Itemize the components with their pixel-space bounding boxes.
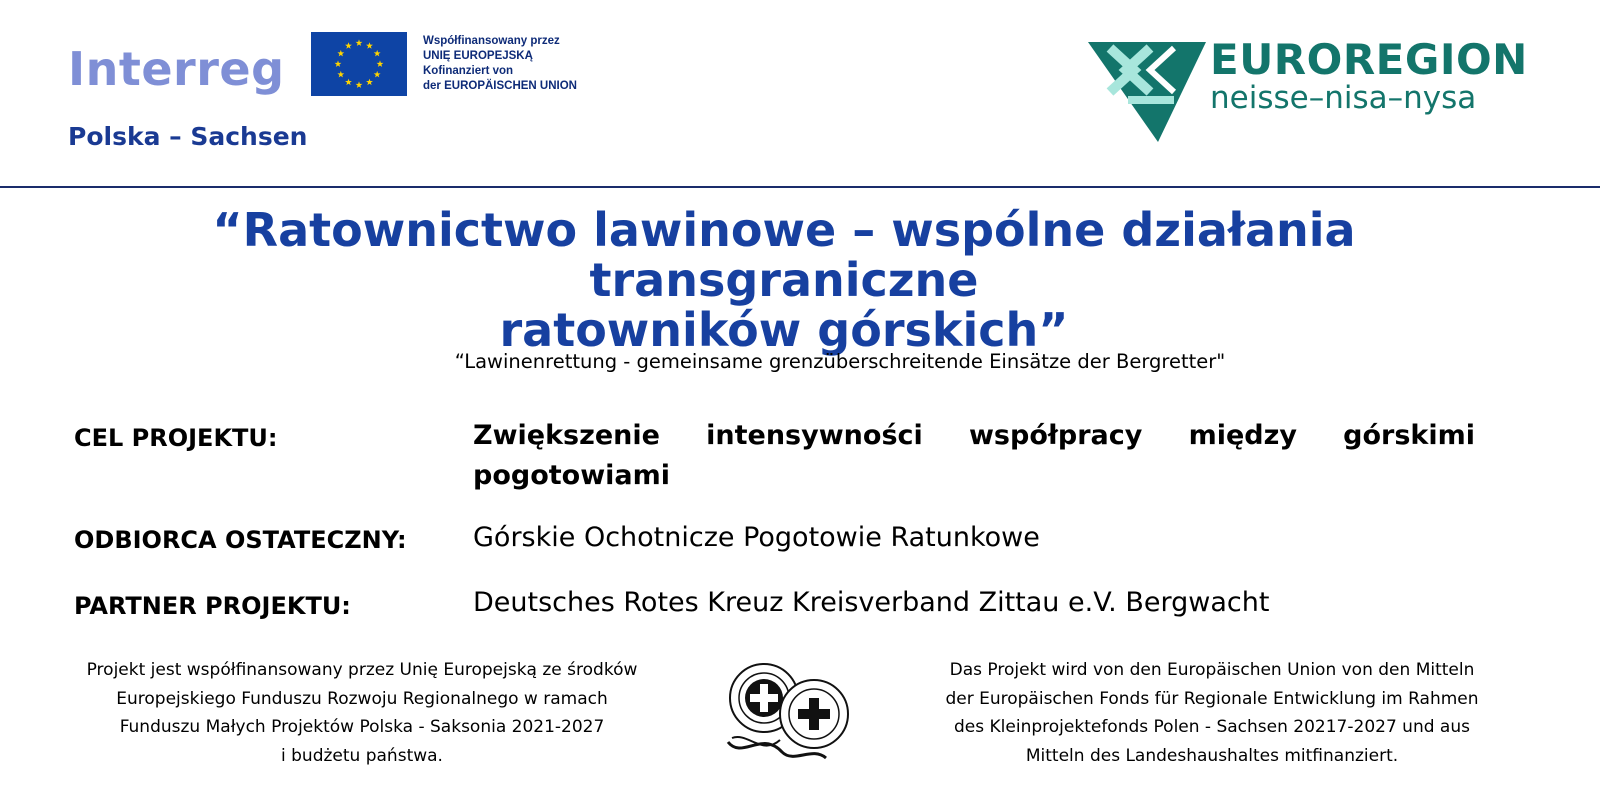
mountain-rescue-emblem-icon — [722, 660, 854, 766]
eu-text-line: der EUROPÄISCHEN UNION — [423, 80, 577, 92]
footer-line: Funduszu Małych Projektów Polska - Saksonia 2021-2027 — [119, 717, 605, 737]
recipient-label: ODBIORCA OSTATECZNY: — [74, 526, 407, 554]
eu-star-icon — [345, 42, 352, 49]
footer-line: des Kleinprojektefonds Polen - Sachsen 20217-2027 und aus — [954, 717, 1470, 737]
interreg-logo-text: Interreg — [68, 42, 285, 96]
title-line: ratowników górskich” — [499, 303, 1069, 357]
euroregion-logo-icon — [1088, 40, 1206, 144]
project-title — [20, 205, 1548, 355]
euroregion-name: EUROREGION — [1210, 35, 1528, 84]
eu-stars-icon — [311, 32, 407, 96]
eu-star-icon — [374, 71, 381, 78]
recipient-value: Górskie Ochotnicze Pogotowie Ratunkowe — [473, 522, 1040, 553]
title-line: “Ratownictwo lawinowe – wspólne działania transgraniczne — [212, 203, 1356, 307]
eu-star-icon — [337, 71, 344, 78]
eu-text-line: UNIĘ EUROPEJSKĄ — [423, 50, 533, 62]
euroregion-subtitle: neisse–nisa–nysa — [1210, 80, 1477, 116]
footer-text-de — [892, 656, 1532, 770]
project-subtitle-de: “Lawinenrettung - gemeinsame grenzüberschreitende Einsätze der Bergretter" — [454, 350, 1226, 373]
goal-value: Zwiększenie intensywności współpracy między górskimi pogotowiami — [473, 420, 1475, 491]
eu-flag-icon — [311, 32, 407, 96]
partner-value: Deutsches Rotes Kreuz Kreisverband Zittau e.V. Bergwacht — [473, 587, 1270, 618]
eu-star-icon — [335, 60, 342, 67]
eu-star-icon — [345, 79, 352, 86]
header-divider — [0, 186, 1600, 188]
footer-line: der Europäischen Fonds für Regionale Entwicklung im Rahmen — [945, 688, 1479, 709]
eu-star-icon — [337, 50, 344, 57]
footer-line: Projekt jest współfinansowany przez Unię Europejską ze środków — [86, 660, 638, 680]
footer-line: Mitteln des Landeshaushaltes mitfinanziert. — [1025, 745, 1399, 766]
interreg-region-label: Polska – Sachsen — [68, 122, 308, 151]
footer-line: i budżetu państwa. — [281, 745, 443, 766]
eu-text-line: Kofinanziert von — [423, 65, 514, 77]
eu-text-line: Współfinansowany przez — [423, 35, 560, 47]
footer-line: Das Projekt wird von den Europäischen Union von den Mitteln — [949, 660, 1475, 680]
footer-text-pl — [42, 656, 682, 770]
eu-star-icon — [356, 39, 363, 46]
eu-cofinancing-text — [423, 34, 577, 94]
footer-line: Europejskiego Funduszu Rozwoju Regionalnego w ramach — [116, 688, 608, 709]
eu-star-icon — [356, 81, 363, 88]
eu-star-icon — [377, 60, 384, 67]
partner-label: PARTNER PROJEKTU: — [74, 592, 351, 620]
goal-label: CEL PROJEKTU: — [74, 424, 278, 452]
eu-star-icon — [366, 42, 373, 49]
eu-star-icon — [366, 79, 373, 86]
eu-star-icon — [374, 50, 381, 57]
